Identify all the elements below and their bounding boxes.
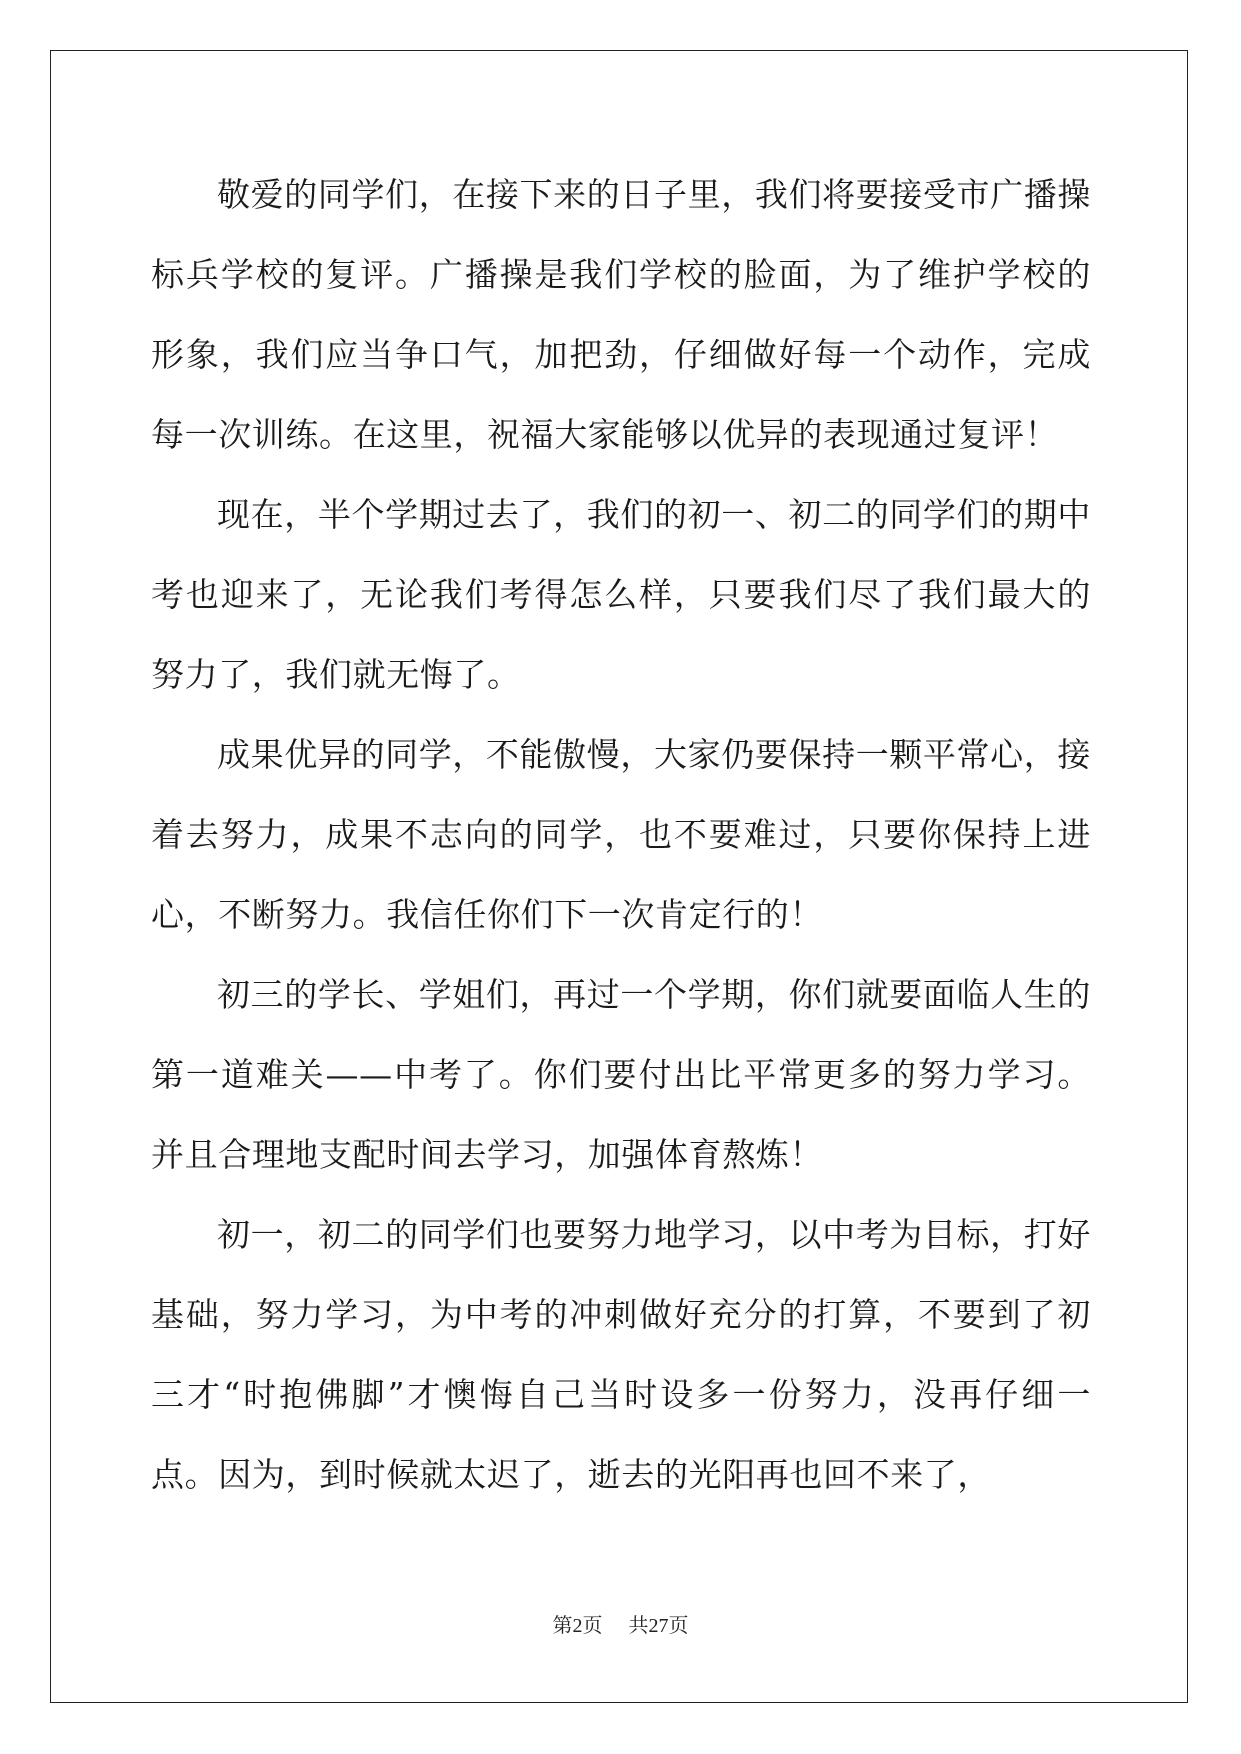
page-number: 第2页 <box>552 1615 603 1637</box>
document-body <box>151 155 1091 1515</box>
paragraph-5: 初一，初二的同学们也要努力地学习，以中考为目标，打好基础，努力学习，为中考的冲刺做好充分的打算，不要到了初三才“时抱佛脚”才懊悔自己当时设多一份努力，没再仔细一点。因为，到时候就太迟了，逝去的光阳再也回不来了， <box>151 1215 1091 1494</box>
page-total: 共27页 <box>628 1615 689 1637</box>
paragraph-2: 现在，半个学期过去了，我们的初一、初二的同学们的期中考也迎来了，无论我们考得怎么样，只要我们尽了我们最大的努力了，我们就无悔了。 <box>151 495 1091 694</box>
paragraph-4: 初三的学长、学姐们，再过一个学期，你们就要面临人生的第一道难关——中考了。你们要付出比平常更多的努力学习。并且合理地支配时间去学习，加强体育熬炼！ <box>151 975 1091 1174</box>
paragraph-3: 成果优异的同学，不能傲慢，大家仍要保持一颗平常心，接着去努力，成果不志向的同学，也不要难过，只要你保持上进心，不断努力。我信任你们下一次肯定行的！ <box>151 735 1091 934</box>
page-footer <box>0 1614 1241 1638</box>
paragraph-1: 敬爱的同学们，在接下来的日子里，我们将要接受市广播操标兵学校的复评。广播操是我们学校的脸面，为了维护学校的形象，我们应当争口气，加把劲，仔细做好每一个动作，完成每一次训练。在这里，祝福大家能够以优异的表现通过复评！ <box>151 175 1091 454</box>
